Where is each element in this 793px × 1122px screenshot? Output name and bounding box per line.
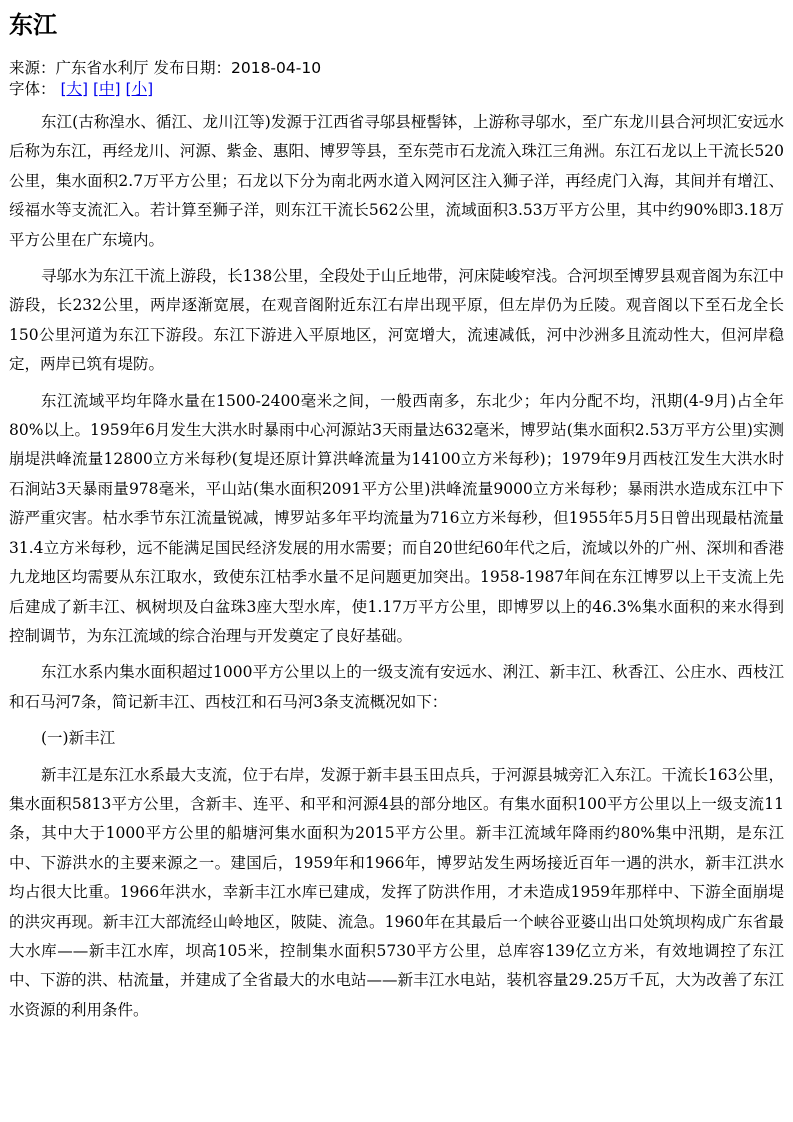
paragraph: 寻邬水为东江干流上游段，长138公里，全段处于山丘地带，河床陡峻窄浅。合河坝至博罗县观音阁为东江中游段，长232公里，两岸逐渐宽展，在观音阁附近东江右岸出现平原，但左岸仍为丘陵。观音阁以下至石龙全长150公里河道为东江下游段。东江下游进入平原地区，河宽增大，流速减低，河中沙洲多且流动性大，但河岸稳定，两岸已筑有堤防。 xyxy=(9,267,784,374)
article-body xyxy=(9,108,784,1025)
source-value: 广东省水利厅 xyxy=(55,59,149,77)
paragraph: 新丰江是东江水系最大支流，位于右岸，发源于新丰县玉田点兵，于河源县城旁汇入东江。干流长163公里，集水面积5813平方公里，含新丰、连平、和平和河源4县的部分地区。有集水面积100平方公里以上一级支流11条，其中大于1000平方公里的船塘河集水面积为2015平方公里。新丰江流域年降雨约80%集中汛期，是东江中、下游洪水的主要来源之一。建国后，1959年和1966年，博罗站发生两场接近百年一遇的洪水，新丰江洪水均占很大比重。1966年洪水，幸新丰江水库已建成，发挥了防洪作用，才未造成1959年那样中、下游全面崩堤的洪灾再现。新丰江大部流经山岭地区，陂陡、流急。1960年在其最后一个峡谷亚婆山出口处筑坝构成广东省最大水库——新丰江水库，坝高105米，控制集水面积5730平方公里，总库容139亿立方米，有效地调控了东江中、下游的洪、枯流量，并建成了全省最大的水电站——新丰江水电站，装机容量29.25万千瓦，大为改善了东江水资源的利用条件。 xyxy=(9,765,784,1019)
date-value: 2018-04-10 xyxy=(230,59,322,77)
page-title: 东江 xyxy=(9,11,57,39)
article-meta xyxy=(9,58,784,79)
date-label: 发布日期： xyxy=(153,59,231,77)
paragraph: 东江流域平均年降水量在1500-2400毫米之间，一般西南多，东北少；年内分配不均，汛期(4-9月)占全年80%以上。1959年6月发生大洪水时暴雨中心河源站3天雨量达632毫米，博罗站(集水面积2.53万平方公里)实测崩堤洪峰流量12800立方米每秒(复堤还原计算洪峰流量为14100立方米每秒)；1979年9月西枝江发生大洪水时石涧站3天暴雨量978毫米，平山站(集水面积2091平方公里)洪峰流量9000立方米每秒；暴雨洪水造成东江中下游严重灾害。枯水季节东江流量锐减，博罗站多年平均流量为716立方米每秒，但1955年5月5日曾出现最枯流量31.4立方米每秒，远不能满足国民经济发展的用水需要；而自20世纪60年代之后，流域以外的广州、深圳和香港九龙地区均需要从东江取水，致使东江枯季水量不足问题更加突出。1958-1987年间在东江博罗以上干支流上先后建成了新丰江、枫树坝及白盆珠3座大型水库，使1.17万平方公里，即博罗以上的46.3%集水面积的来水得到控制调节，为东江流域的综合治理与开发奠定了良好基础。 xyxy=(9,391,784,645)
font-size-large-link[interactable]: [大] xyxy=(60,80,89,98)
paragraph: 东江水系内集水面积超过1000平方公里以上的一级支流有安远水、浰江、新丰江、秋香江、公庄水、西枝江和石马河7条，简记新丰江、西枝江和石马河3条支流概况如下： xyxy=(9,663,784,711)
paragraph: 东江(古称湟水、循江、龙川江等)发源于江西省寻邬县桠髻钵，上游称寻邬水，至广东龙川县合河坝汇安远水后称为东江，再经龙川、河源、紫金、惠阳、博罗等县，至东莞市石龙流入珠江三角洲。东江石龙以上干流长520公里，集水面积2.7万平方公里；石龙以下分为南北两水道入网河区注入狮子洋，再经虎门入海，其间并有增江、绥福水等支流汇入。若计算至狮子洋，则东江干流长562公里，流域面积3.53万平方公里，其中约90%即3.18万平方公里在广东境内。 xyxy=(9,113,784,249)
font-size-small-link[interactable]: [小] xyxy=(125,80,154,98)
font-size-label: 字体： xyxy=(9,80,56,98)
source-label: 来源： xyxy=(9,59,56,77)
font-size-medium-link[interactable]: [中] xyxy=(93,80,121,98)
section-heading: (一)新丰江 xyxy=(41,729,116,748)
font-size-selector xyxy=(9,79,784,100)
